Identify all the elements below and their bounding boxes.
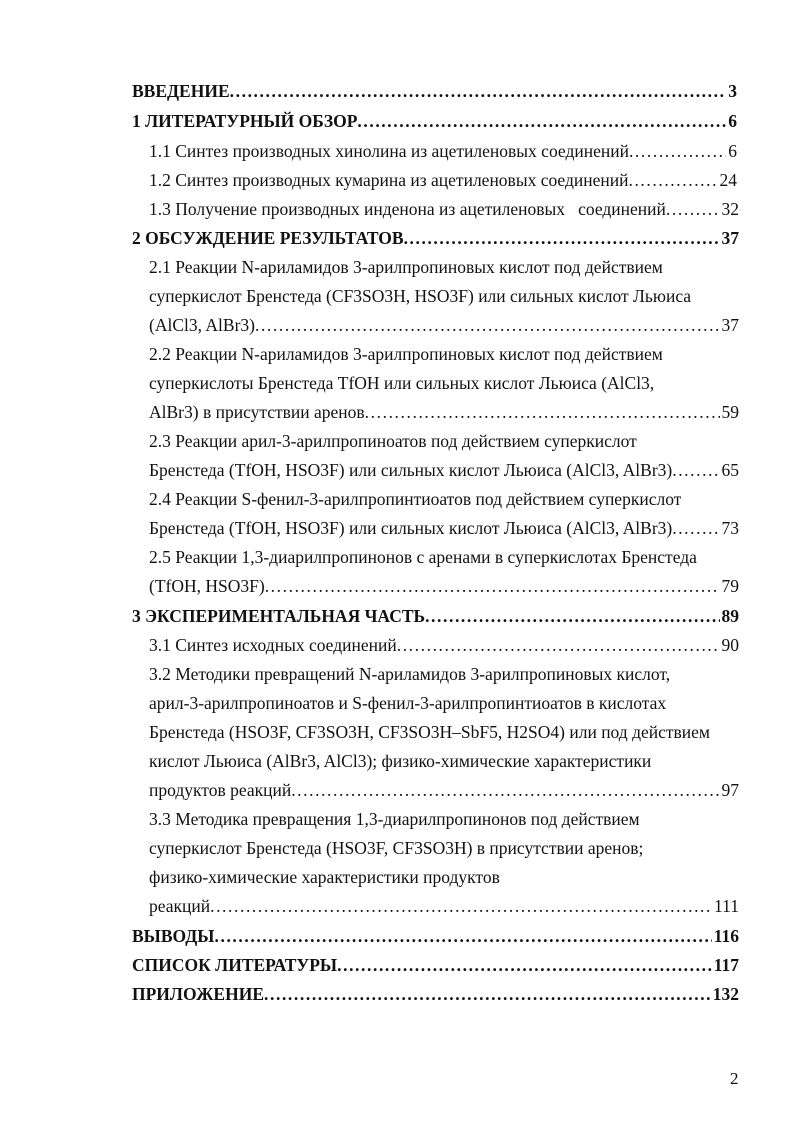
- toc-entry-line: суперкислот Бренстеда (HSO3F, CF3SO3H) в присутствии аренов;: [149, 838, 644, 858]
- toc-entry-title: Бренстеда (TfOH, HSO3F) или сильных кислот Льюиса (AlCl3, AlBr3): [149, 518, 673, 538]
- leader-dots: [425, 605, 719, 627]
- toc-page-number: 116: [713, 926, 739, 946]
- toc-entry-title: реакций: [149, 896, 211, 916]
- leader-dots: [357, 110, 726, 132]
- toc-entry-last-line: [149, 314, 739, 336]
- leader-dots: [291, 779, 719, 801]
- toc-page-number: 111: [714, 896, 739, 916]
- leader-dots: [672, 459, 719, 481]
- toc-entry-intro[interactable]: [132, 80, 737, 102]
- toc-entry-title: ВВЕДЕНИЕ: [132, 81, 230, 101]
- toc-entry-title: продуктов реакций: [149, 780, 292, 800]
- leader-dots: [210, 895, 712, 917]
- leader-dots: [230, 80, 727, 102]
- toc-page-number: 132: [712, 984, 739, 1004]
- toc-entry-line: 2.2 Реакции N-ариламидов 3-арилпропиновых кислот под действием: [149, 344, 663, 364]
- toc-entry-line: 2.1 Реакции N-ариламидов 3-арилпропиновых кислот под действием: [149, 257, 663, 277]
- toc-entry-line: арил-3-арилпропиноатов и S-фенил-3-арилпропинтиоатов в кислотах: [149, 693, 667, 713]
- toc-entry-experimental[interactable]: [132, 605, 739, 627]
- toc-entry-1-1[interactable]: [149, 140, 737, 162]
- toc-entry-title: (TfOH, HSO3F): [149, 576, 265, 596]
- toc-page-number: 97: [721, 780, 739, 800]
- toc-page-number: 3: [728, 81, 737, 101]
- toc-entry-title: 1.3 Получение производных инденона из ацетиленовых соединений: [149, 199, 666, 219]
- leader-dots: [265, 575, 720, 597]
- toc-entry-title: ПРИЛОЖЕНИЕ: [132, 984, 265, 1004]
- leader-dots: [264, 983, 711, 1005]
- toc-entry-last-line: [149, 575, 739, 597]
- toc-entry-title: 1.2 Синтез производных кумарина из ацетиленовых соединений: [149, 170, 629, 190]
- toc-entry-last-line: [149, 401, 739, 423]
- toc-entry-line: 2.5 Реакции 1,3-диарилпропинонов с аренами в суперкислотах Бренстеда: [149, 547, 697, 567]
- toc-page-number: 6: [728, 111, 737, 131]
- toc-page-number: 32: [721, 199, 739, 219]
- toc-entry-line: 2.3 Реакции арил-3-арилпропиноатов под действием суперкислот: [149, 431, 637, 451]
- leader-dots: [629, 140, 726, 162]
- leader-dots: [672, 517, 719, 539]
- toc-entry-title: СПИСОК ЛИТЕРАТУРЫ: [132, 955, 338, 975]
- toc-entry-line: 2.4 Реакции S-фенил-3-арилпропинтиоатов под действием суперкислот: [149, 489, 682, 509]
- toc-page-number: 24: [719, 170, 737, 190]
- toc-entry-appendix[interactable]: [132, 983, 739, 1005]
- toc-entry-discussion[interactable]: [132, 227, 739, 249]
- toc-entry-title: 2 ОБСУЖДЕНИЕ РЕЗУЛЬТАТОВ: [132, 228, 404, 248]
- toc-entry-literature-review[interactable]: [132, 110, 737, 132]
- toc-page-number: 89: [721, 606, 739, 626]
- toc-entry-conclusions[interactable]: [132, 925, 739, 947]
- toc-entry-last-line: [149, 459, 739, 481]
- toc-entry-title: 1 ЛИТЕРАТУРНЫЙ ОБЗОР: [132, 111, 358, 131]
- leader-dots: [365, 401, 720, 423]
- leader-dots: [628, 169, 717, 191]
- leader-dots: [404, 227, 720, 249]
- leader-dots: [255, 314, 720, 336]
- toc-entry-title: AlBr3) в присутствии аренов: [149, 402, 365, 422]
- toc-entry-last-line: [149, 895, 739, 917]
- toc-entry-line: 3.2 Методики превращений N-ариламидов 3-арилпропиновых кислот,: [149, 664, 671, 684]
- toc-page-number: 37: [721, 228, 739, 248]
- toc-entry-line: 3.3 Методика превращения 1,3-диарилпропинонов под действием: [149, 809, 640, 829]
- toc-entry-last-line: [149, 779, 739, 801]
- toc-page-number: 65: [721, 460, 739, 480]
- toc-entry-line: суперкислот Бренстеда (CF3SO3H, HSO3F) или сильных кислот Льюиса: [149, 286, 692, 306]
- leader-dots: [666, 198, 720, 220]
- toc-entry-line: кислот Льюиса (AlBr3, AlCl3); физико-химические характеристики: [149, 751, 652, 771]
- leader-dots: [397, 634, 720, 656]
- toc-entry-last-line: [149, 517, 739, 539]
- toc-entry-title: ВЫВОДЫ: [132, 926, 215, 946]
- toc-page-number: 79: [721, 576, 739, 596]
- toc-page-number: 117: [713, 955, 739, 975]
- toc-entry-title: Бренстеда (TfOH, HSO3F) или сильных кислот Льюиса (AlCl3, AlBr3): [149, 460, 673, 480]
- toc-entry-line: суперкислоты Бренстеда TfOH или сильных кислот Льюиса (AlCl3,: [149, 373, 655, 393]
- toc-entry-3-1[interactable]: [149, 634, 739, 656]
- toc-entry-line: Бренстеда (HSO3F, CF3SO3H, CF3SO3H–SbF5, H2SO4) или под действием: [149, 722, 710, 742]
- toc-page-number: 37: [721, 315, 739, 335]
- leader-dots: [215, 925, 712, 947]
- toc-entry-1-2[interactable]: [149, 169, 737, 191]
- toc-entry-1-3[interactable]: [149, 198, 739, 220]
- toc-page-number: 59: [721, 402, 739, 422]
- toc-entry-title: 1.1 Синтез производных хинолина из ацетиленовых соединений: [149, 141, 629, 161]
- toc-page-number: 6: [728, 141, 737, 161]
- page-number: 2: [730, 1069, 739, 1088]
- toc-entry-title: 3 ЭКСПЕРИМЕНТАЛЬНАЯ ЧАСТЬ: [132, 606, 426, 626]
- toc-entry-line: физико-химические характеристики продуктов: [149, 867, 500, 887]
- leader-dots: [337, 954, 712, 976]
- toc-entry-title: 3.1 Синтез исходных соединений: [149, 635, 397, 655]
- toc-entry-title: (AlCl3, AlBr3): [149, 315, 255, 335]
- toc-entry-references[interactable]: [132, 954, 739, 976]
- toc-page-number: 90: [721, 635, 739, 655]
- toc-page-number: 73: [721, 518, 739, 538]
